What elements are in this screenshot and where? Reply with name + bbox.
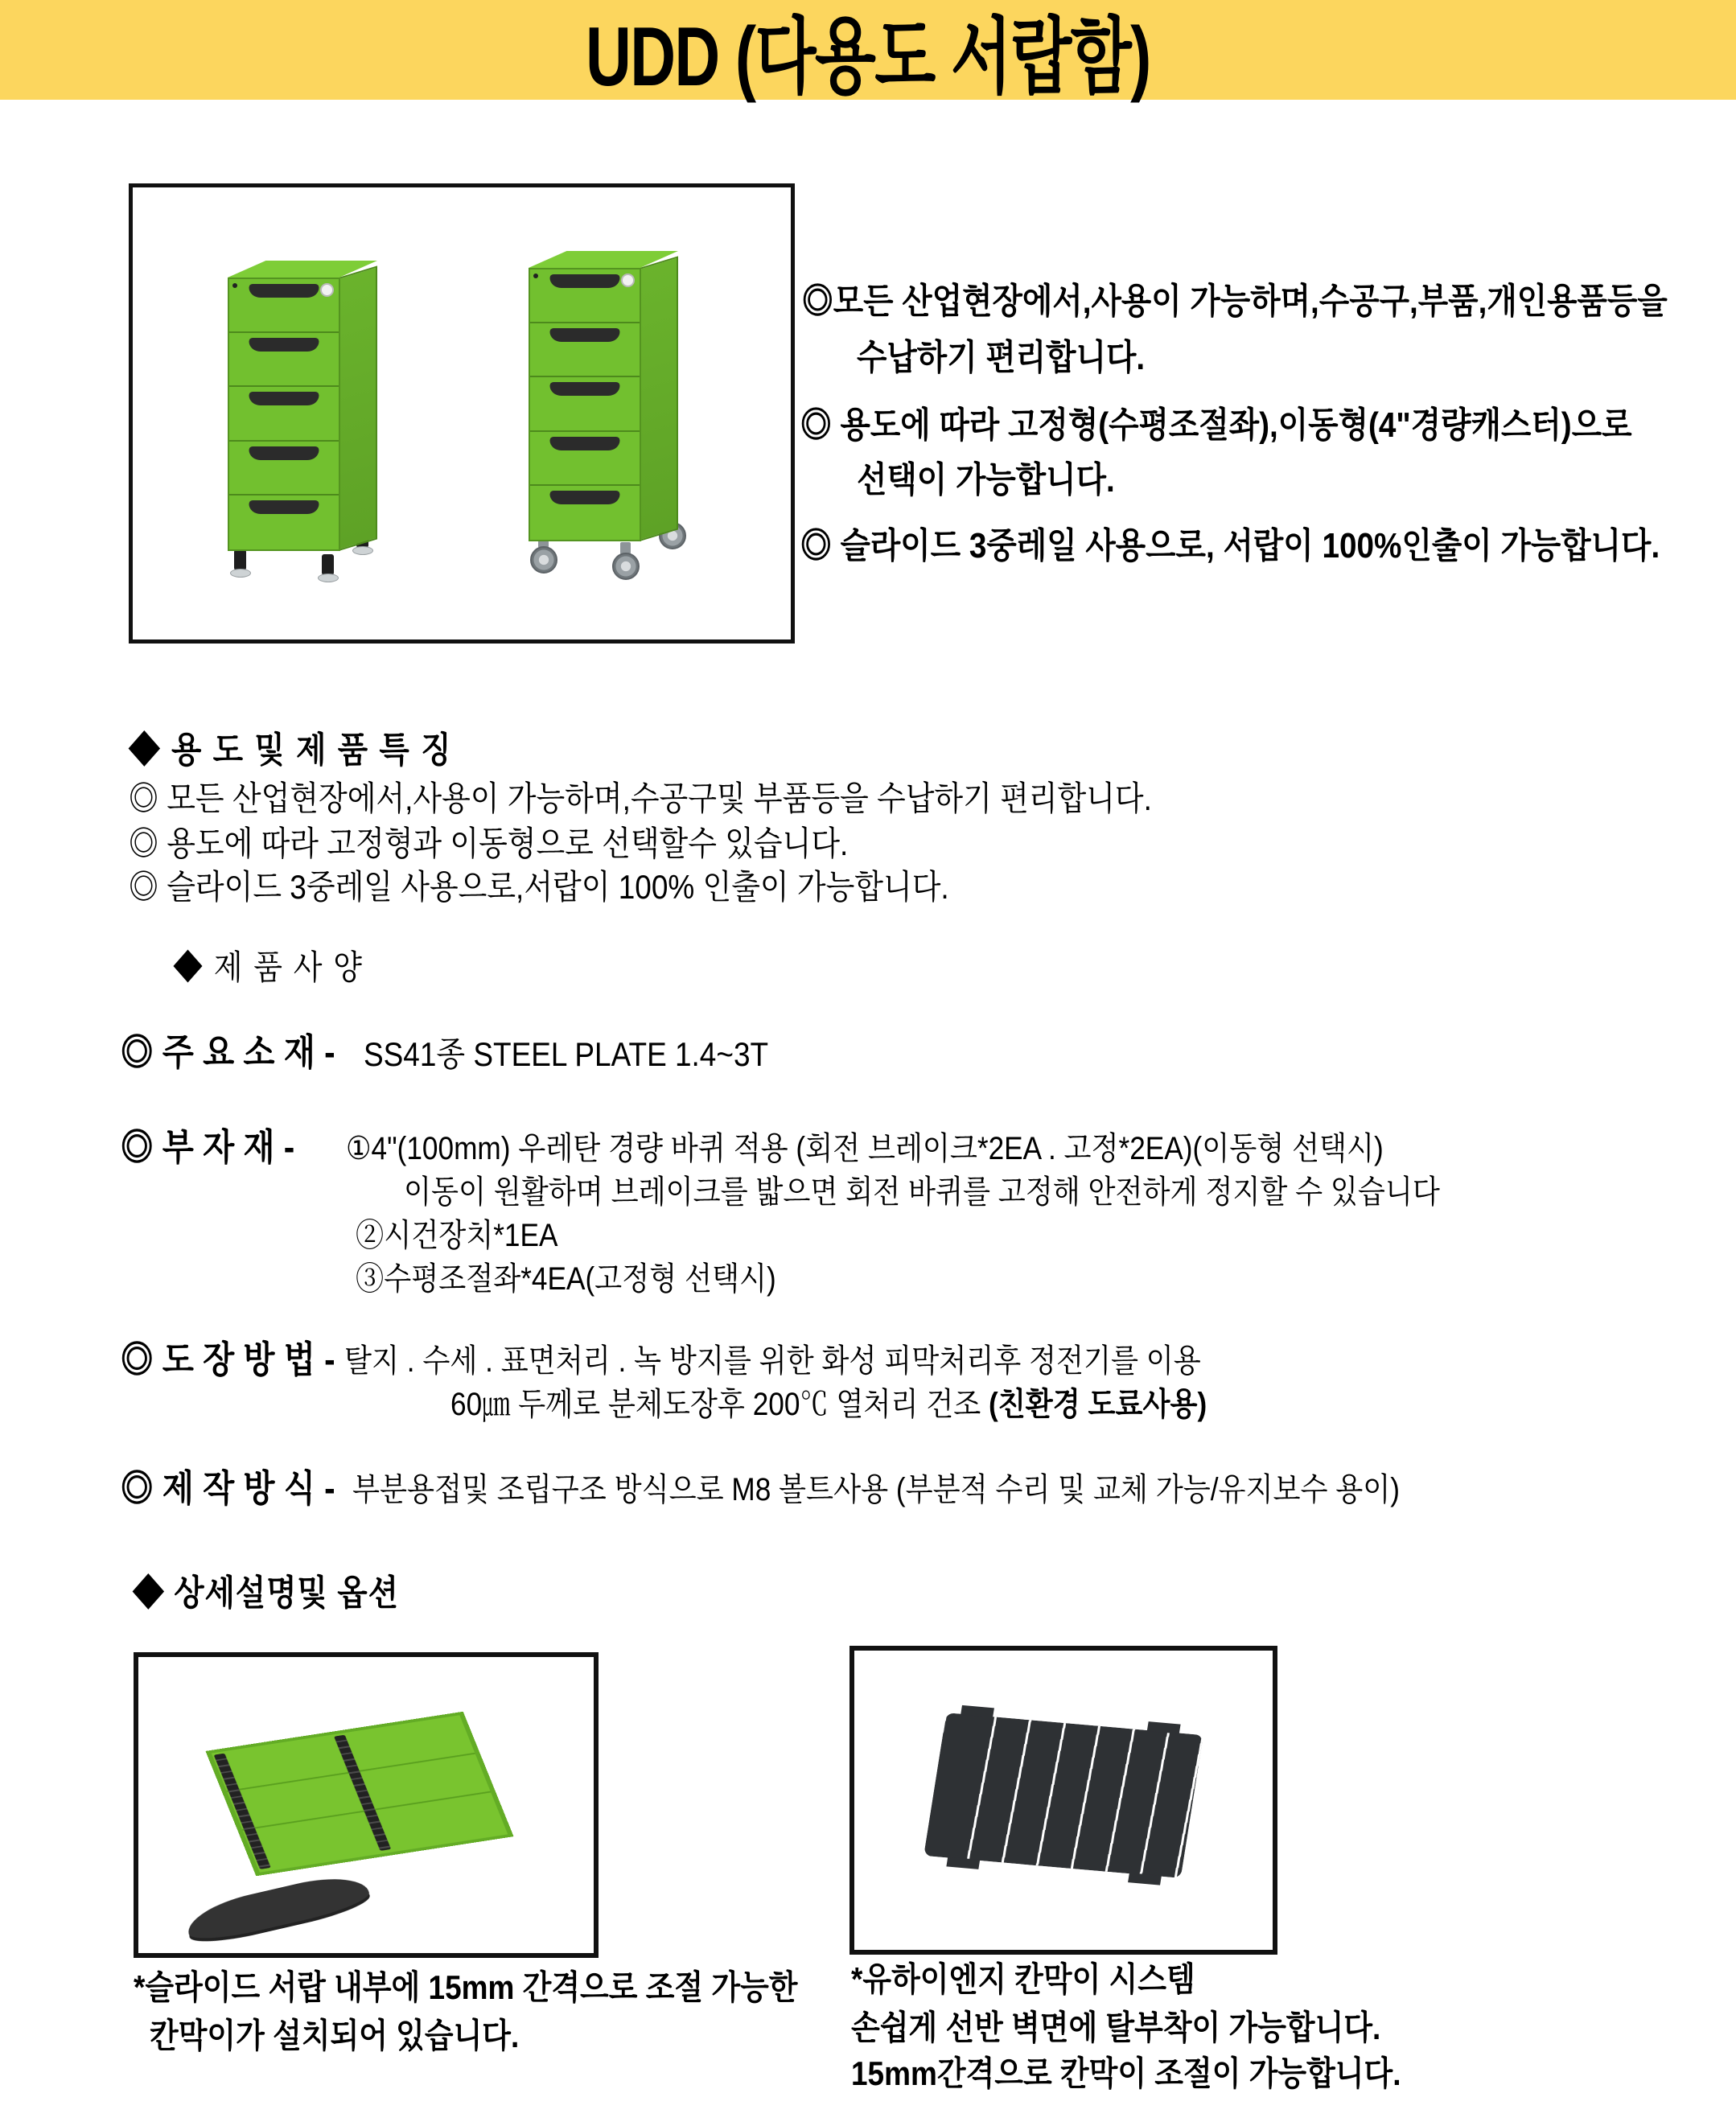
drawer [530, 486, 640, 540]
lock-icon [320, 283, 334, 297]
spec-parts-line-2: 이동이 원활하며 브레이크를 밟으면 회전 바퀴를 고정해 안전하게 정지할 수 있습니다 [404, 1174, 1440, 1210]
drawer [530, 323, 640, 377]
specs-heading: ◆ 제 품 사 양 [173, 948, 364, 986]
caster-wheel [530, 546, 557, 574]
drawer [229, 387, 339, 441]
drawer [229, 442, 339, 496]
cabinet-side-panel [640, 256, 678, 541]
spec-build-label: ◎ 제 작 방 식 - [121, 1467, 335, 1509]
title-banner [0, 0, 1736, 104]
paint-line-2-normal: 60㎛ 두께로 분체도장후 200℃ 열처리 건조 [450, 1387, 989, 1422]
options-heading: ◆ 상세설명및 옵션 [133, 1573, 399, 1613]
paint-line-2-bold: (친환경 도료사용) [989, 1387, 1207, 1422]
feature-item-3: ◎ 슬라이드 3중레일 사용으로,서랍이 100% 인출이 가능합니다. [129, 868, 949, 906]
tray-caption-line-1: *슬라이드 서랍 내부에 15mm 간격으로 조절 가능한 [134, 1968, 798, 2006]
spec-material-value: SS41종 STEEL PLATE 1.4~3T [364, 1035, 769, 1073]
feature-item-2: ◎ 용도에 따라 고정형과 이동형으로 선택할수 있습니다. [129, 824, 849, 862]
drawer [530, 377, 640, 431]
drawer [530, 432, 640, 486]
product-image-frame [129, 183, 795, 644]
panel-tab [946, 1857, 980, 1869]
spec-parts-line-1: ①4"(100mm) 우레탄 경량 바퀴 적용 (회전 브레이크*2EA . 고정*2EA)(이동형 선택시) [346, 1131, 1384, 1166]
drawer-handle [249, 284, 319, 298]
drawer [229, 333, 339, 387]
tray-comb-divider [214, 1754, 271, 1869]
spec-paint-label: ◎ 도 장 방 법 - [121, 1339, 335, 1380]
drawer-handle [549, 382, 619, 396]
spec-paint-line-2 [450, 1379, 1310, 1425]
drawer-handle [549, 328, 619, 342]
spec-material-label: ◎ 주 요 소 재 - [121, 1031, 335, 1073]
features-heading: ◆ 용 도 및 제 품 특 징 [129, 730, 453, 770]
hero-bullet-3-line-1: ◎ 슬라이드 3중레일 사용으로, 서랍이 100%인출이 가능합니다. [800, 526, 1660, 565]
hero-bullet-1-line-1: ◎모든 산업현장에서,사용이 가능하며,수공구,부품,개인용품등을 [802, 282, 1668, 321]
drawer-handle [249, 338, 319, 352]
panel-caption-line-3: 15mm간격으로 칸막이 조절이 가능합니다. [851, 2054, 1401, 2092]
drawer [229, 496, 339, 549]
cabinet-mobile-illustration [529, 268, 641, 541]
hero-bullet-2-line-2: 선택이 가능합니다. [857, 460, 1115, 500]
lock-icon [621, 273, 635, 287]
screw-icon [232, 283, 237, 288]
spec-paint-line-1: 탈지 . 수세 . 표면처리 . 녹 방지를 위한 화성 피막처리후 정전기를 이용 [344, 1343, 1201, 1379]
panel-caption-line-1: *유하이엔지 칸막이 시스템 [851, 1960, 1195, 1998]
tray-caption-line-2: 칸막이가 설치되어 있습니다. [150, 2017, 520, 2054]
feature-item-1: ◎ 모든 산업현장에서,사용이 가능하며,수공구및 부품등을 수납하기 편리합니다. [129, 779, 1152, 817]
hero-bullet-1-line-2: 수납하기 편리합니다. [857, 338, 1146, 377]
drawer-handle [549, 437, 619, 450]
drawer-handle [549, 491, 619, 504]
cabinet-fixed-illustration [228, 278, 340, 551]
hero-bullet-2-line-1: ◎ 용도에 따라 고정형(수평조절좌),이동형(4"경량캐스터)으로 [800, 405, 1632, 445]
drawer-handle [249, 392, 319, 405]
spec-build-value: 부분용접및 조립구조 방식으로 M8 볼트사용 (부분적 수리 및 교체 가능/유지보수 용이) [352, 1472, 1401, 1507]
drawer-handle [549, 274, 619, 288]
page-title: UDD (다용도 서랍함) [586, 10, 1150, 104]
drawer-tray-image-frame [134, 1652, 599, 1958]
drawer-handle [249, 500, 319, 514]
cabinet-front-panel [228, 278, 340, 551]
screw-icon [533, 273, 538, 278]
panel-tab [1147, 1721, 1181, 1733]
cabinet-side-panel [339, 265, 377, 551]
cabinet-front-panel [529, 268, 641, 541]
drawer-tray-illustration [205, 1712, 513, 1876]
tray-comb-divider [334, 1735, 391, 1851]
spec-parts-line-3: ②시건장치*1EA [356, 1218, 558, 1253]
leveling-foot [234, 549, 246, 570]
caster-wheel [612, 553, 640, 580]
panel-caption-line-2: 손쉽게 선반 벽면에 탈부착이 가능합니다. [851, 2009, 1381, 2046]
tray-handle [183, 1869, 372, 1947]
spec-parts-label: ◎ 부 자 재 - [121, 1126, 295, 1168]
divider-panel-image-frame [849, 1646, 1277, 1955]
drawer-handle [249, 446, 319, 460]
divider-panel-illustration [924, 1713, 1203, 1878]
spec-parts-line-4: ③수평조절좌*4EA(고정형 선택시) [356, 1261, 776, 1297]
leveling-foot [322, 554, 334, 575]
